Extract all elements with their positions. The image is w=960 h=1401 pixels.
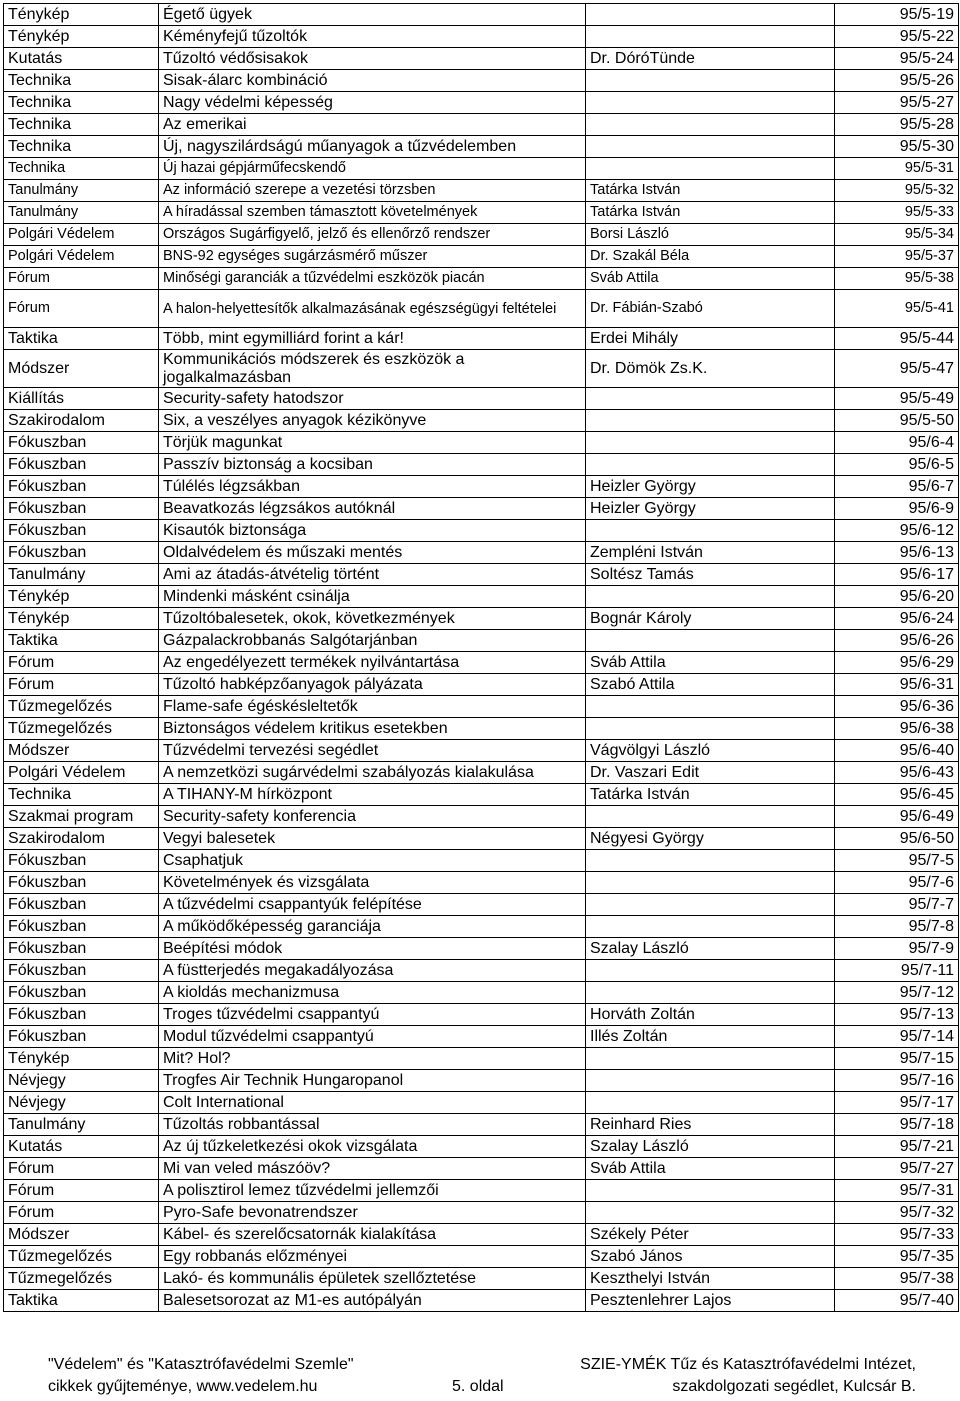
table-row (4, 290, 959, 328)
table-row (4, 630, 959, 652)
table-row (4, 328, 959, 350)
table-row (4, 70, 959, 92)
author-cell (586, 388, 835, 410)
title-cell: A TIHANY-M hírközpont (159, 784, 586, 806)
issue-code-cell: 95/6-43 (835, 762, 959, 784)
author-cell (586, 960, 835, 982)
table-row (4, 938, 959, 960)
author-cell (586, 26, 835, 48)
issue-code-cell: 95/6-13 (835, 542, 959, 564)
author-cell: Horváth Zoltán (586, 1004, 835, 1026)
title-cell: Lakó- és kommunális épületek szellőztetése (159, 1268, 586, 1290)
author-cell: Dr. Fábián-Szabó (586, 290, 835, 328)
issue-code-cell: 95/5-37 (835, 246, 959, 268)
issue-code-cell: 95/7-31 (835, 1180, 959, 1202)
title-cell: Mindenki másként csinálja (159, 586, 586, 608)
author-cell: Négyesi György (586, 828, 835, 850)
title-cell: Mit? Hol? (159, 1048, 586, 1070)
article-index-table (3, 3, 959, 1312)
category-cell: Ténykép (4, 1048, 159, 1070)
title-cell: A füstterjedés megakadályozása (159, 960, 586, 982)
author-cell: Borsi László (586, 224, 835, 246)
issue-code-cell: 95/5-47 (835, 350, 959, 388)
table-row (4, 564, 959, 586)
category-cell: Módszer (4, 740, 159, 762)
category-cell: Fókuszban (4, 454, 159, 476)
title-cell: Törjük magunkat (159, 432, 586, 454)
title-cell: Kéményfejű tűzoltók (159, 26, 586, 48)
title-cell: Vegyi balesetek (159, 828, 586, 850)
category-cell: Tanulmány (4, 180, 159, 202)
author-cell (586, 850, 835, 872)
table-row (4, 410, 959, 432)
title-cell: Gázpalackrobbanás Salgótarjánban (159, 630, 586, 652)
issue-code-cell: 95/5-28 (835, 114, 959, 136)
issue-code-cell: 95/5-32 (835, 180, 959, 202)
category-cell: Fókuszban (4, 432, 159, 454)
author-cell: Dr. DóróTünde (586, 48, 835, 70)
title-cell: Több, mint egymilliárd forint a kár! (159, 328, 586, 350)
category-cell: Fókuszban (4, 1004, 159, 1026)
category-cell: Ténykép (4, 4, 159, 26)
category-cell: Tanulmány (4, 564, 159, 586)
category-cell: Fórum (4, 674, 159, 696)
title-cell: Balesetsorozat az M1-es autópályán (159, 1290, 586, 1312)
footer-source-line1: "Védelem" és "Katasztrófavédelmi Szemle" (48, 1356, 354, 1373)
table-row (4, 1004, 959, 1026)
table-row (4, 114, 959, 136)
article-index-body (4, 4, 959, 1312)
category-cell: Fórum (4, 268, 159, 290)
table-row (4, 696, 959, 718)
issue-code-cell: 95/7-38 (835, 1268, 959, 1290)
author-cell: Erdei Mihály (586, 328, 835, 350)
category-cell: Ténykép (4, 26, 159, 48)
author-cell (586, 432, 835, 454)
title-cell: Trogfes Air Technik Hungaropanol (159, 1070, 586, 1092)
author-cell: Reinhard Ries (586, 1114, 835, 1136)
issue-code-cell: 95/7-32 (835, 1202, 959, 1224)
author-cell (586, 1180, 835, 1202)
table-row (4, 872, 959, 894)
table-row (4, 542, 959, 564)
title-cell: Országos Sugárfigyelő, jelző és ellenőrző rendszer (159, 224, 586, 246)
issue-code-cell: 95/5-49 (835, 388, 959, 410)
author-cell: Tatárka István (586, 202, 835, 224)
category-cell: Fókuszban (4, 960, 159, 982)
title-cell: Csaphatjuk (159, 850, 586, 872)
issue-code-cell: 95/5-34 (835, 224, 959, 246)
issue-code-cell: 95/7-5 (835, 850, 959, 872)
author-cell: Sváb Attila (586, 268, 835, 290)
table-row (4, 520, 959, 542)
category-cell: Tűzmegelőzés (4, 718, 159, 740)
title-cell: Biztonságos védelem kritikus esetekben (159, 718, 586, 740)
author-cell (586, 916, 835, 938)
title-cell: Kommunikációs módszerek és eszközök a jogalkalmazásban (159, 350, 586, 388)
title-cell: Tűzoltóbalesetek, okok, következmények (159, 608, 586, 630)
table-row (4, 268, 959, 290)
footer-institute-line1: SZIE-YMÉK Tűz és Katasztrófavédelmi Intézet, (580, 1356, 916, 1373)
category-cell: Polgári Védelem (4, 762, 159, 784)
category-cell: Polgári Védelem (4, 246, 159, 268)
table-row (4, 4, 959, 26)
title-cell: Beavatkozás légzsákos autóknál (159, 498, 586, 520)
author-cell: Heizler György (586, 498, 835, 520)
title-cell: Új hazai gépjárműfecskendő (159, 158, 586, 180)
category-cell: Tűzmegelőzés (4, 1268, 159, 1290)
category-cell: Technika (4, 158, 159, 180)
title-cell: Sisak-álarc kombináció (159, 70, 586, 92)
table-row (4, 48, 959, 70)
table-row (4, 1290, 959, 1312)
category-cell: Taktika (4, 328, 159, 350)
issue-code-cell: 95/7-40 (835, 1290, 959, 1312)
category-cell: Fókuszban (4, 476, 159, 498)
issue-code-cell: 95/5-22 (835, 26, 959, 48)
issue-code-cell: 95/5-50 (835, 410, 959, 432)
category-cell: Módszer (4, 1224, 159, 1246)
author-cell: Sváb Attila (586, 1158, 835, 1180)
category-cell: Fókuszban (4, 520, 159, 542)
table-row (4, 1224, 959, 1246)
author-cell (586, 806, 835, 828)
issue-code-cell: 95/6-26 (835, 630, 959, 652)
issue-code-cell: 95/6-20 (835, 586, 959, 608)
issue-code-cell: 95/7-14 (835, 1026, 959, 1048)
author-cell (586, 136, 835, 158)
author-cell: Sváb Attila (586, 652, 835, 674)
issue-code-cell: 95/5-38 (835, 268, 959, 290)
table-row (4, 828, 959, 850)
category-cell: Fókuszban (4, 916, 159, 938)
table-row (4, 1180, 959, 1202)
table-row (4, 1114, 959, 1136)
category-cell: Tűzmegelőzés (4, 696, 159, 718)
category-cell: Tanulmány (4, 202, 159, 224)
issue-code-cell: 95/6-45 (835, 784, 959, 806)
author-cell: Szalay László (586, 1136, 835, 1158)
category-cell: Fókuszban (4, 498, 159, 520)
author-cell: Illés Zoltán (586, 1026, 835, 1048)
author-cell: Dr. Szakál Béla (586, 246, 835, 268)
author-cell (586, 630, 835, 652)
table-row (4, 246, 959, 268)
table-row (4, 454, 959, 476)
title-cell: Security-safety hatodszor (159, 388, 586, 410)
author-cell (586, 4, 835, 26)
issue-code-cell: 95/7-7 (835, 894, 959, 916)
table-row (4, 740, 959, 762)
table-row (4, 26, 959, 48)
author-cell (586, 114, 835, 136)
table-row (4, 1202, 959, 1224)
author-cell (586, 696, 835, 718)
title-cell: A nemzetközi sugárvédelmi szabályozás kialakulása (159, 762, 586, 784)
category-cell: Kutatás (4, 1136, 159, 1158)
issue-code-cell: 95/6-24 (835, 608, 959, 630)
footer-source (48, 1354, 354, 1398)
issue-code-cell: 95/7-16 (835, 1070, 959, 1092)
title-cell: Tűzoltás robbantással (159, 1114, 586, 1136)
title-cell: Kisautók biztonsága (159, 520, 586, 542)
category-cell: Technika (4, 136, 159, 158)
author-cell (586, 1048, 835, 1070)
issue-code-cell: 95/5-26 (835, 70, 959, 92)
issue-code-cell: 95/5-31 (835, 158, 959, 180)
table-row (4, 762, 959, 784)
issue-code-cell: 95/7-15 (835, 1048, 959, 1070)
title-cell: Ami az átadás-átvételig történt (159, 564, 586, 586)
author-cell (586, 982, 835, 1004)
author-cell (586, 70, 835, 92)
title-cell: Passzív biztonság a kocsiban (159, 454, 586, 476)
table-row (4, 136, 959, 158)
author-cell (586, 1070, 835, 1092)
author-cell (586, 520, 835, 542)
category-cell: Tanulmány (4, 1114, 159, 1136)
table-row (4, 158, 959, 180)
title-cell: A polisztirol lemez tűzvédelmi jellemzői (159, 1180, 586, 1202)
title-cell: A híradással szemben támasztott követelmények (159, 202, 586, 224)
issue-code-cell: 95/7-12 (835, 982, 959, 1004)
table-row (4, 586, 959, 608)
table-row (4, 850, 959, 872)
issue-code-cell: 95/7-17 (835, 1092, 959, 1114)
title-cell: Modul tűzvédelmi csappantyú (159, 1026, 586, 1048)
author-cell: Székely Péter (586, 1224, 835, 1246)
table-row (4, 1026, 959, 1048)
table-row (4, 1070, 959, 1092)
author-cell: Keszthelyi István (586, 1268, 835, 1290)
issue-code-cell: 95/6-40 (835, 740, 959, 762)
issue-code-cell: 95/6-17 (835, 564, 959, 586)
title-cell: Egy robbanás előzményei (159, 1246, 586, 1268)
category-cell: Kiállítás (4, 388, 159, 410)
table-row (4, 1092, 959, 1114)
title-cell: A tűzvédelmi csappantyúk felépítése (159, 894, 586, 916)
issue-code-cell: 95/5-41 (835, 290, 959, 328)
table-row (4, 806, 959, 828)
category-cell: Fókuszban (4, 894, 159, 916)
author-cell (586, 92, 835, 114)
category-cell: Ténykép (4, 586, 159, 608)
category-cell: Fókuszban (4, 938, 159, 960)
issue-code-cell: 95/6-38 (835, 718, 959, 740)
category-cell: Taktika (4, 1290, 159, 1312)
issue-code-cell: 95/5-33 (835, 202, 959, 224)
category-cell: Tűzmegelőzés (4, 1246, 159, 1268)
author-cell: Zempléni István (586, 542, 835, 564)
issue-code-cell: 95/5-19 (835, 4, 959, 26)
table-row (4, 1048, 959, 1070)
title-cell: Oldalvédelem és műszaki mentés (159, 542, 586, 564)
category-cell: Módszer (4, 350, 159, 388)
table-row (4, 498, 959, 520)
issue-code-cell: 95/5-44 (835, 328, 959, 350)
table-row (4, 960, 959, 982)
title-cell: Új, nagyszilárdságú műanyagok a tűzvédelemben (159, 136, 586, 158)
table-row (4, 652, 959, 674)
category-cell: Technika (4, 70, 159, 92)
title-cell: Kábel- és szerelőcsatornák kialakítása (159, 1224, 586, 1246)
author-cell (586, 872, 835, 894)
category-cell: Fókuszban (4, 1026, 159, 1048)
author-cell (586, 894, 835, 916)
issue-code-cell: 95/6-12 (835, 520, 959, 542)
category-cell: Polgári Védelem (4, 224, 159, 246)
author-cell: Szabó Attila (586, 674, 835, 696)
table-row (4, 674, 959, 696)
category-cell: Fórum (4, 1158, 159, 1180)
author-cell: Soltész Tamás (586, 564, 835, 586)
table-row (4, 432, 959, 454)
title-cell: Az új tűzkeletkezési okok vizsgálata (159, 1136, 586, 1158)
category-cell: Fókuszban (4, 542, 159, 564)
title-cell: Nagy védelmi képesség (159, 92, 586, 114)
category-cell: Ténykép (4, 608, 159, 630)
title-cell: A működőképesség garanciája (159, 916, 586, 938)
title-cell: Minőségi garanciák a tűzvédelmi eszközök piacán (159, 268, 586, 290)
author-cell (586, 586, 835, 608)
issue-code-cell: 95/6-9 (835, 498, 959, 520)
title-cell: Six, a veszélyes anyagok kézikönyve (159, 410, 586, 432)
author-cell: Pesztenlehrer Lajos (586, 1290, 835, 1312)
title-cell: Az információ szerepe a vezetési törzsben (159, 180, 586, 202)
author-cell: Tatárka István (586, 784, 835, 806)
title-cell: Az emerikai (159, 114, 586, 136)
category-cell: Fórum (4, 1180, 159, 1202)
category-cell: Technika (4, 92, 159, 114)
author-cell (586, 718, 835, 740)
page-number: 5. oldal (452, 1378, 504, 1395)
author-cell (586, 454, 835, 476)
author-cell (586, 410, 835, 432)
issue-code-cell: 95/7-33 (835, 1224, 959, 1246)
footer-institute (540, 1354, 916, 1398)
issue-code-cell: 95/6-50 (835, 828, 959, 850)
table-row (4, 718, 959, 740)
table-row (4, 982, 959, 1004)
table-row (4, 388, 959, 410)
issue-code-cell: 95/7-35 (835, 1246, 959, 1268)
category-cell: Névjegy (4, 1070, 159, 1092)
issue-code-cell: 95/6-31 (835, 674, 959, 696)
issue-code-cell: 95/7-21 (835, 1136, 959, 1158)
title-cell: BNS-92 egységes sugárzásmérő műszer (159, 246, 586, 268)
issue-code-cell: 95/7-18 (835, 1114, 959, 1136)
category-cell: Fórum (4, 1202, 159, 1224)
author-cell: Szalay László (586, 938, 835, 960)
table-row (4, 784, 959, 806)
title-cell: Követelmények és vizsgálata (159, 872, 586, 894)
title-cell: Flame-safe égéskésleltetők (159, 696, 586, 718)
issue-code-cell: 95/5-24 (835, 48, 959, 70)
issue-code-cell: 95/7-13 (835, 1004, 959, 1026)
title-cell: Az engedélyezett termékek nyilvántartása (159, 652, 586, 674)
issue-code-cell: 95/6-4 (835, 432, 959, 454)
category-cell: Szakmai program (4, 806, 159, 828)
category-cell: Névjegy (4, 1092, 159, 1114)
category-cell: Technika (4, 784, 159, 806)
title-cell: Tűzoltó habképzőanyagok pályázata (159, 674, 586, 696)
footer-institute-line2: szakdolgozati segédlet, Kulcsár B. (672, 1378, 916, 1395)
category-cell: Fórum (4, 652, 159, 674)
issue-code-cell: 95/6-49 (835, 806, 959, 828)
author-cell: Heizler György (586, 476, 835, 498)
category-cell: Fórum (4, 290, 159, 328)
title-cell: Pyro-Safe bevonatrendszer (159, 1202, 586, 1224)
author-cell: Dr. Vaszari Edit (586, 762, 835, 784)
title-cell: A kioldás mechanizmusa (159, 982, 586, 1004)
category-cell: Fókuszban (4, 850, 159, 872)
table-row (4, 350, 959, 388)
issue-code-cell: 95/7-11 (835, 960, 959, 982)
category-cell: Szakirodalom (4, 828, 159, 850)
issue-code-cell: 95/5-27 (835, 92, 959, 114)
author-cell: Vágvölgyi László (586, 740, 835, 762)
table-row (4, 1268, 959, 1290)
issue-code-cell: 95/6-7 (835, 476, 959, 498)
title-cell: Troges tűzvédelmi csappantyú (159, 1004, 586, 1026)
issue-code-cell: 95/7-8 (835, 916, 959, 938)
table-row (4, 202, 959, 224)
category-cell: Technika (4, 114, 159, 136)
author-cell: Tatárka István (586, 180, 835, 202)
table-row (4, 92, 959, 114)
author-cell (586, 1202, 835, 1224)
issue-code-cell: 95/7-27 (835, 1158, 959, 1180)
title-cell: A halon-helyettesítők alkalmazásának egészségügyi feltételei (159, 290, 586, 328)
table-row (4, 916, 959, 938)
category-cell: Kutatás (4, 48, 159, 70)
title-cell: Égető ügyek (159, 4, 586, 26)
table-row (4, 476, 959, 498)
issue-code-cell: 95/6-5 (835, 454, 959, 476)
table-row (4, 1246, 959, 1268)
table-row (4, 1158, 959, 1180)
table-row (4, 608, 959, 630)
title-cell: Tűzvédelmi tervezési segédlet (159, 740, 586, 762)
table-row (4, 224, 959, 246)
title-cell: Beépítési módok (159, 938, 586, 960)
author-cell: Dr. Dömök Zs.K. (586, 350, 835, 388)
issue-code-cell: 95/5-30 (835, 136, 959, 158)
title-cell: Colt International (159, 1092, 586, 1114)
title-cell: Mi van veled mászóöv? (159, 1158, 586, 1180)
category-cell: Taktika (4, 630, 159, 652)
issue-code-cell: 95/7-9 (835, 938, 959, 960)
table-row (4, 180, 959, 202)
category-cell: Szakirodalom (4, 410, 159, 432)
title-cell: Túlélés légzsákban (159, 476, 586, 498)
footer-source-line2: cikkek gyűjteménye, www.vedelem.hu (48, 1378, 318, 1395)
category-cell: Fókuszban (4, 982, 159, 1004)
category-cell: Fókuszban (4, 872, 159, 894)
author-cell (586, 158, 835, 180)
author-cell: Bognár Károly (586, 608, 835, 630)
issue-code-cell: 95/7-6 (835, 872, 959, 894)
title-cell: Security-safety konferencia (159, 806, 586, 828)
issue-code-cell: 95/6-36 (835, 696, 959, 718)
title-cell: Tűzoltó védősisakok (159, 48, 586, 70)
author-cell (586, 1092, 835, 1114)
author-cell: Szabó János (586, 1246, 835, 1268)
table-row (4, 1136, 959, 1158)
table-row (4, 894, 959, 916)
issue-code-cell: 95/6-29 (835, 652, 959, 674)
